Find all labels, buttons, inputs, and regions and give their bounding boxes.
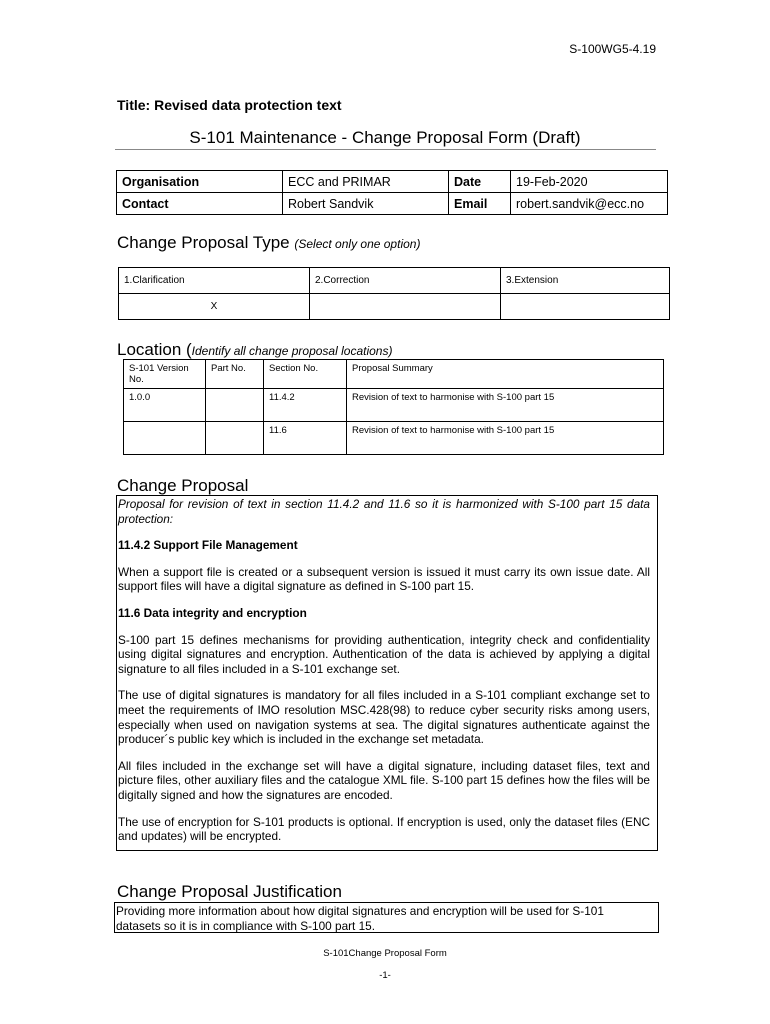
location-summary: Revision of text to harmonise with S-100 part 15 (347, 422, 664, 455)
section-11-6-paragraph-1: S-100 part 15 defines mechanisms for providing authentication, integrity check and confidentiality using digital signatures and encryption. Authentication of the data is achieved by applying a digital signature to all files included in a S-101 exchange set. (118, 632, 650, 676)
date-label: Date (449, 171, 511, 193)
section-11-6-paragraph-3: All files included in the exchange set will have a digital signature, including dataset files, text and picture files, other auxiliary files and the catalogue XML file. S-100 part 15 defines how the files will be digitally signed and how the signatures are encoded. (118, 758, 650, 802)
section-11-4-2-text: When a support file is created or a subsequent version is issued it must carry its own issue date. All support files will have a digital signature as defined in S-100 part 15. (118, 564, 650, 594)
change-proposal-intro: Proposal for revision of text in section 11.4.2 and 11.6 so it is harmonized with S-100 part 15 data protection: (118, 497, 650, 526)
email-label: Email (449, 193, 511, 215)
page-number: -1- (379, 970, 391, 981)
location-section: 11.6 (264, 422, 347, 455)
location-heading (117, 340, 392, 360)
col-part: Part No. (206, 360, 264, 389)
contact-label: Contact (117, 193, 283, 215)
option-correction: 2.Correction (310, 268, 501, 294)
justification-heading: Change Proposal Justification (117, 882, 342, 901)
section-11-4-2-title: 11.4.2 Support File Management (118, 538, 298, 553)
location-part (206, 422, 264, 455)
location-section: 11.4.2 (264, 389, 347, 422)
title-divider (115, 149, 656, 150)
proposal-type-heading (117, 233, 420, 253)
col-section: Section No. (264, 360, 347, 389)
location-heading-text: Location ( (117, 340, 192, 359)
organisation-label: Organisation (117, 171, 283, 193)
form-title: S-101 Maintenance - Change Proposal Form (Draft) (189, 128, 581, 147)
proposal-type-table (118, 267, 670, 320)
option-clarification: 1.Clarification (119, 268, 310, 294)
document-title: Title: Revised data protection text (117, 97, 342, 113)
info-row-contact (117, 193, 668, 215)
footer-form-name: S-101Change Proposal Form (323, 948, 447, 959)
proposal-type-heading-text: Change Proposal Type (117, 233, 290, 252)
change-proposal-box (116, 495, 658, 851)
location-row (124, 389, 664, 422)
mark-correction[interactable] (310, 294, 501, 320)
contact-value: Robert Sandvik (283, 193, 449, 215)
option-extension: 3.Extension (501, 268, 670, 294)
section-11-6-title: 11.6 Data integrity and encryption (118, 605, 307, 620)
col-version: S-101 Version No. (124, 360, 206, 389)
location-version: 1.0.0 (124, 389, 206, 422)
info-row-organisation (117, 171, 668, 193)
mark-clarification[interactable]: X (119, 294, 310, 320)
section-11-6-paragraph-2: The use of digital signatures is mandatory for all files included in a S-101 compliant exchange set to meet the requirements of IMO resolution MSC.428(98) to reduce cyber security risks among users, especially when used on navigation systems at sea. The digital signatures authenticate against the producer´s public key which is included in the exchange set metadata. (118, 688, 650, 747)
location-version (124, 422, 206, 455)
section-11-6-paragraph-4: The use of encryption for S-101 products is optional. If encryption is used, only the dataset files (ENC and updates) will be encrypted. (118, 814, 650, 844)
organisation-value: ECC and PRIMAR (283, 171, 449, 193)
location-row (124, 422, 664, 455)
info-table (116, 170, 668, 215)
date-value: 19-Feb-2020 (511, 171, 668, 193)
location-summary: Revision of text to harmonise with S-100 part 15 (347, 389, 664, 422)
location-hint: Identify all change proposal locations) (191, 344, 393, 358)
proposal-type-hint: (Select only one option) (294, 237, 421, 251)
change-proposal-heading: Change Proposal (117, 476, 249, 495)
col-summary: Proposal Summary (347, 360, 664, 389)
document-reference: S-100WG5-4.19 (569, 42, 656, 56)
location-part (206, 389, 264, 422)
location-header-row (124, 360, 664, 389)
location-table (123, 359, 664, 455)
mark-extension[interactable] (501, 294, 670, 320)
justification-box: Providing more information about how digital signatures and encryption will be used for S-101 datasets so it is in compliance with S-100 part 15. (114, 902, 659, 933)
email-value: robert.sandvik@ecc.no (511, 193, 668, 215)
